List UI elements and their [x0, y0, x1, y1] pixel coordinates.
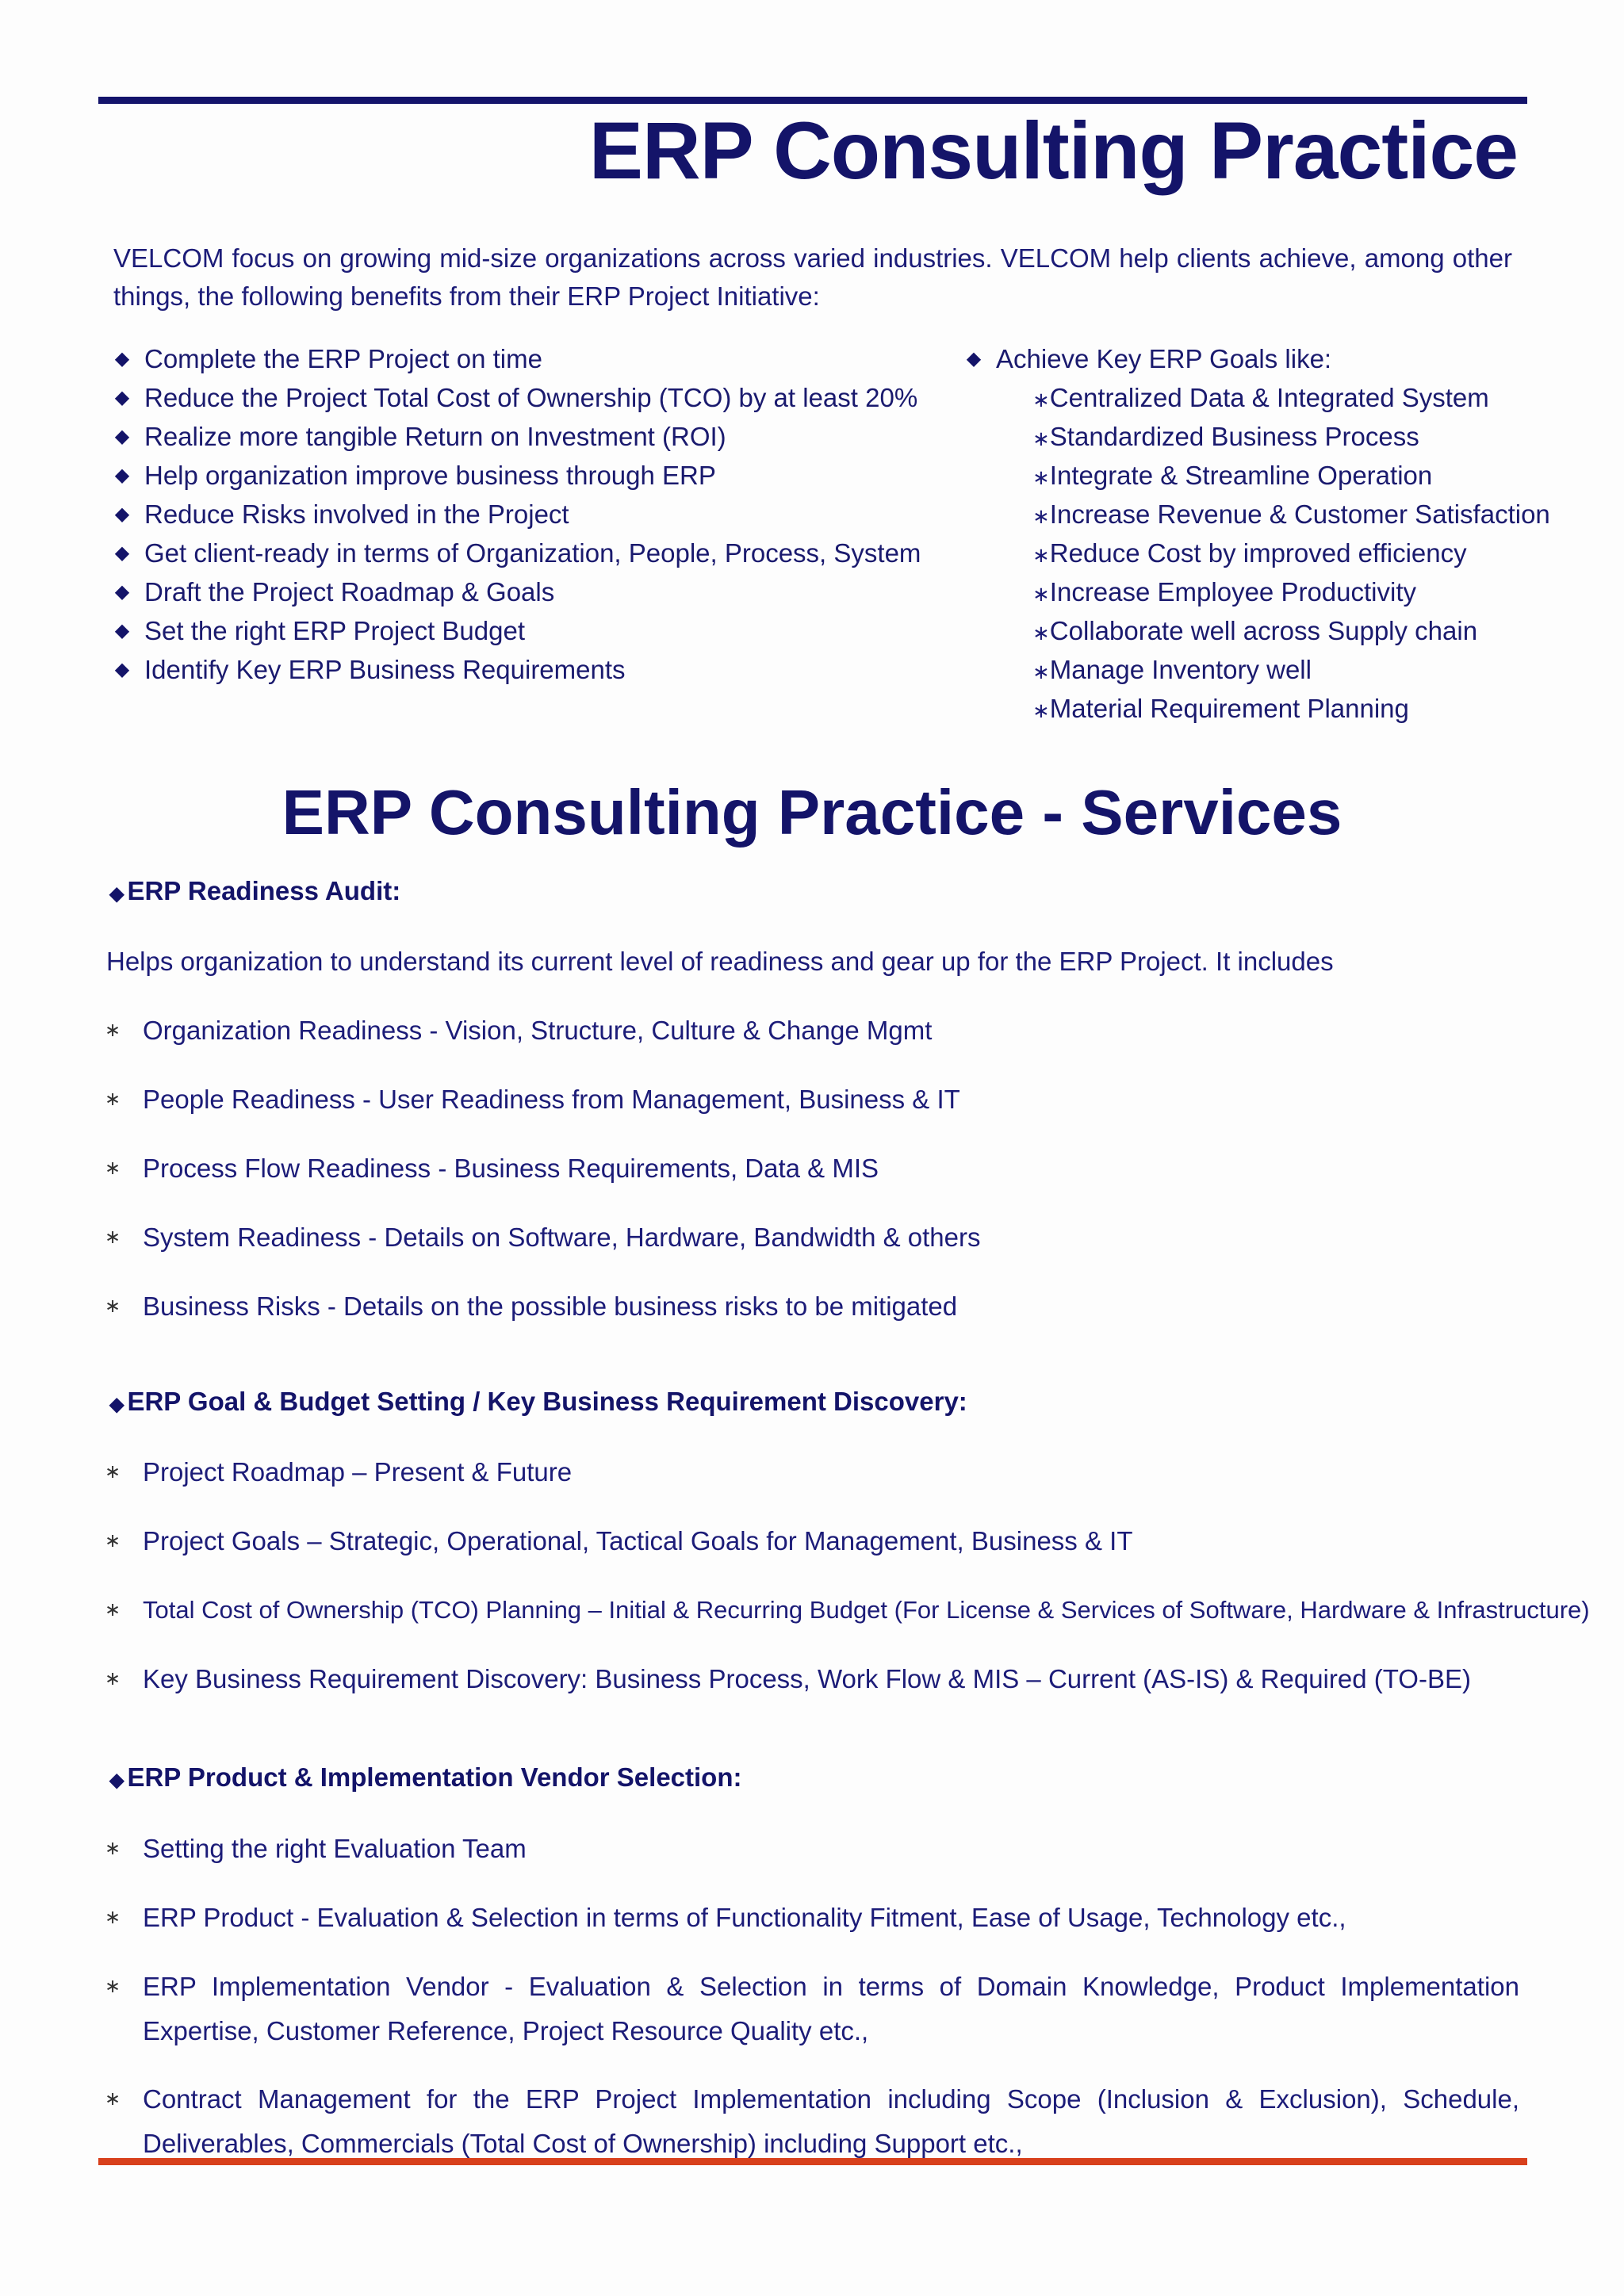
list-item [105, 1450, 1519, 1494]
diamond-bullet-icon: ◆ [114, 659, 130, 680]
asterisk-bullet-icon: ∗ [1032, 427, 1050, 450]
item-text: People Readiness - User Readiness from Management, Business & IT [143, 1085, 960, 1114]
page-title: ERP Consulting Practice [588, 105, 1518, 196]
benefit-text: Reduce the Project Total Cost of Ownership (TCO) by at least 20% [144, 383, 918, 412]
diamond-bullet-icon: ◆ [114, 620, 130, 641]
readiness-audit-intro: Helps organization to understand its current level of readiness and gear up for the ERP Project. It includes [106, 947, 1334, 976]
list-item [105, 1284, 1519, 1329]
benefit-text: Help organization improve business through ERP [144, 461, 716, 490]
key-goals-heading: Achieve Key ERP Goals like: [996, 344, 1332, 373]
diamond-bullet-icon: ◆ [109, 1394, 124, 1415]
goal-text: Manage Inventory well [1049, 655, 1312, 684]
list-item [1032, 456, 1550, 495]
list-item [1032, 611, 1550, 650]
item-text: Project Roadmap – Present & Future [143, 1457, 573, 1487]
goal-text: Increase Employee Productivity [1049, 577, 1417, 607]
benefit-text: Reduce Risks involved in the Project [144, 499, 569, 529]
section-heading-text: ERP Readiness Audit: [127, 876, 401, 905]
benefit-text: Realize more tangible Return on Investment (ROI) [144, 422, 726, 451]
asterisk-bullet-icon: ∗ [1032, 504, 1050, 528]
list-item [1032, 417, 1550, 456]
asterisk-bullet-icon: ∗ [1032, 543, 1050, 567]
item-text: System Readiness - Details on Software, Hardware, Bandwidth & others [143, 1223, 981, 1252]
list-item [105, 1965, 1519, 2053]
asterisk-bullet-icon: ∗ [1032, 660, 1050, 683]
asterisk-bullet-icon: ∗ [105, 1668, 121, 1689]
benefit-text: Complete the ERP Project on time [144, 344, 542, 373]
benefit-text: Set the right ERP Project Budget [144, 616, 525, 645]
asterisk-bullet-icon: ∗ [105, 2088, 121, 2110]
asterisk-bullet-icon: ∗ [105, 1020, 121, 1041]
section-heading-goal-budget [109, 1383, 967, 1424]
goal-text: Integrate & Streamline Operation [1049, 461, 1433, 490]
goal-text: Reduce Cost by improved efficiency [1049, 538, 1467, 568]
list-item [105, 1588, 1590, 1632]
key-goals-heading-row [963, 339, 1550, 378]
asterisk-bullet-icon: ∗ [105, 1461, 121, 1483]
goal-text: Collaborate well across Supply chain [1049, 616, 1478, 645]
diamond-bullet-icon: ◆ [114, 581, 130, 603]
section-heading-vendor-selection [109, 1758, 742, 1800]
key-goals-list [963, 378, 1550, 728]
asterisk-bullet-icon: ∗ [1032, 582, 1050, 606]
diamond-bullet-icon: ◆ [966, 348, 982, 369]
diamond-bullet-icon: ◆ [109, 1770, 124, 1791]
goal-text: Increase Revenue & Customer Satisfaction [1049, 499, 1550, 529]
diamond-bullet-icon: ◆ [114, 426, 130, 447]
asterisk-bullet-icon: ∗ [105, 1907, 121, 1928]
list-item [1032, 650, 1550, 689]
list-item [111, 339, 921, 378]
diamond-bullet-icon: ◆ [109, 883, 124, 905]
list-item [105, 1146, 1519, 1191]
item-text: Process Flow Readiness - Business Requirements, Data & MIS [143, 1154, 879, 1183]
bottom-rule [98, 2158, 1527, 2165]
list-item [111, 572, 921, 611]
item-text: Key Business Requirement Discovery: Business Process, Work Flow & MIS – Current (AS-IS) & Required (TO-BE) [143, 1664, 1471, 1693]
asterisk-bullet-icon: ∗ [105, 1976, 121, 1997]
list-item [105, 1215, 1519, 1260]
asterisk-bullet-icon: ∗ [105, 1295, 121, 1317]
list-item [105, 1896, 1519, 1940]
asterisk-bullet-icon: ∗ [1032, 698, 1050, 722]
section-heading-text: ERP Product & Implementation Vendor Selection: [127, 1762, 742, 1792]
benefit-text: Identify Key ERP Business Requirements [144, 655, 626, 684]
list-item [1032, 534, 1550, 572]
goal-text: Centralized Data & Integrated System [1049, 383, 1489, 412]
asterisk-bullet-icon: ∗ [105, 1089, 121, 1110]
benefit-text: Get client-ready in terms of Organization, People, Process, System [144, 538, 921, 568]
list-item [105, 1657, 1519, 1701]
goal-text: Standardized Business Process [1049, 422, 1419, 451]
asterisk-bullet-icon: ∗ [105, 1530, 121, 1552]
diamond-bullet-icon: ◆ [114, 465, 130, 486]
list-item [111, 417, 921, 456]
list-item [111, 650, 921, 689]
goal-text: Material Requirement Planning [1049, 694, 1409, 723]
diamond-bullet-icon: ◆ [114, 387, 130, 408]
list-item [105, 1077, 1519, 1122]
list-item [105, 1008, 1519, 1053]
list-item [111, 611, 921, 650]
item-text: ERP Product - Evaluation & Selection in terms of Functionality Fitment, Ease of Usage, Technology etc., [143, 1903, 1346, 1932]
intro-paragraph: VELCOM focus on growing mid-size organizations across varied industries. VELCOM help clients achieve, among other things, the following benefits from their ERP Project Initiative: [113, 243, 1512, 311]
item-text: ERP Implementation Vendor - Evaluation & Selection in terms of Domain Knowledge, Product Implementation Expertise, Customer Reference, Project Resource Quality etc., [143, 1972, 1519, 2045]
item-text: Contract Management for the ERP Project Implementation including Scope (Inclusion & Exclusion), Schedule, Deliverables, Commercials (Total Cost of Ownership) including Support etc., [143, 2084, 1519, 2158]
list-item [111, 456, 921, 495]
diamond-bullet-icon: ◆ [114, 348, 130, 369]
key-goals-column [963, 339, 1550, 728]
item-text: Setting the right Evaluation Team [143, 1834, 527, 1863]
asterisk-bullet-icon: ∗ [105, 1226, 121, 1248]
list-item [105, 1827, 1519, 1871]
list-item [1032, 572, 1550, 611]
diamond-bullet-icon: ◆ [114, 503, 130, 525]
list-item [111, 534, 921, 572]
item-text: Total Cost of Ownership (TCO) Planning – Initial & Recurring Budget (For License & Services of Software, Hardware & Infrastructure) [143, 1596, 1590, 1624]
asterisk-bullet-icon: ∗ [1032, 388, 1050, 411]
services-title: ERP Consulting Practice - Services [282, 777, 1342, 848]
item-text: Business Risks - Details on the possible business risks to be mitigated [143, 1292, 958, 1321]
list-item [111, 495, 921, 534]
list-item [1032, 689, 1550, 728]
list-item [1032, 495, 1550, 534]
list-item [105, 2077, 1519, 2166]
diamond-bullet-icon: ◆ [114, 542, 130, 564]
asterisk-bullet-icon: ∗ [105, 1599, 121, 1621]
item-text: Organization Readiness - Vision, Structure, Culture & Change Mgmt [143, 1016, 933, 1045]
list-item [105, 1519, 1519, 1563]
asterisk-bullet-icon: ∗ [105, 1158, 121, 1179]
section-heading-readiness-audit [109, 872, 400, 913]
benefits-list [111, 339, 921, 689]
benefit-text: Draft the Project Roadmap & Goals [144, 577, 555, 607]
list-item [111, 378, 921, 417]
section-heading-text: ERP Goal & Budget Setting / Key Business Requirement Discovery: [127, 1387, 967, 1416]
item-text: Project Goals – Strategic, Operational, Tactical Goals for Management, Business & IT [143, 1526, 1133, 1556]
asterisk-bullet-icon: ∗ [105, 1838, 121, 1859]
asterisk-bullet-icon: ∗ [1032, 465, 1050, 489]
asterisk-bullet-icon: ∗ [1032, 621, 1050, 645]
list-item [1032, 378, 1550, 417]
